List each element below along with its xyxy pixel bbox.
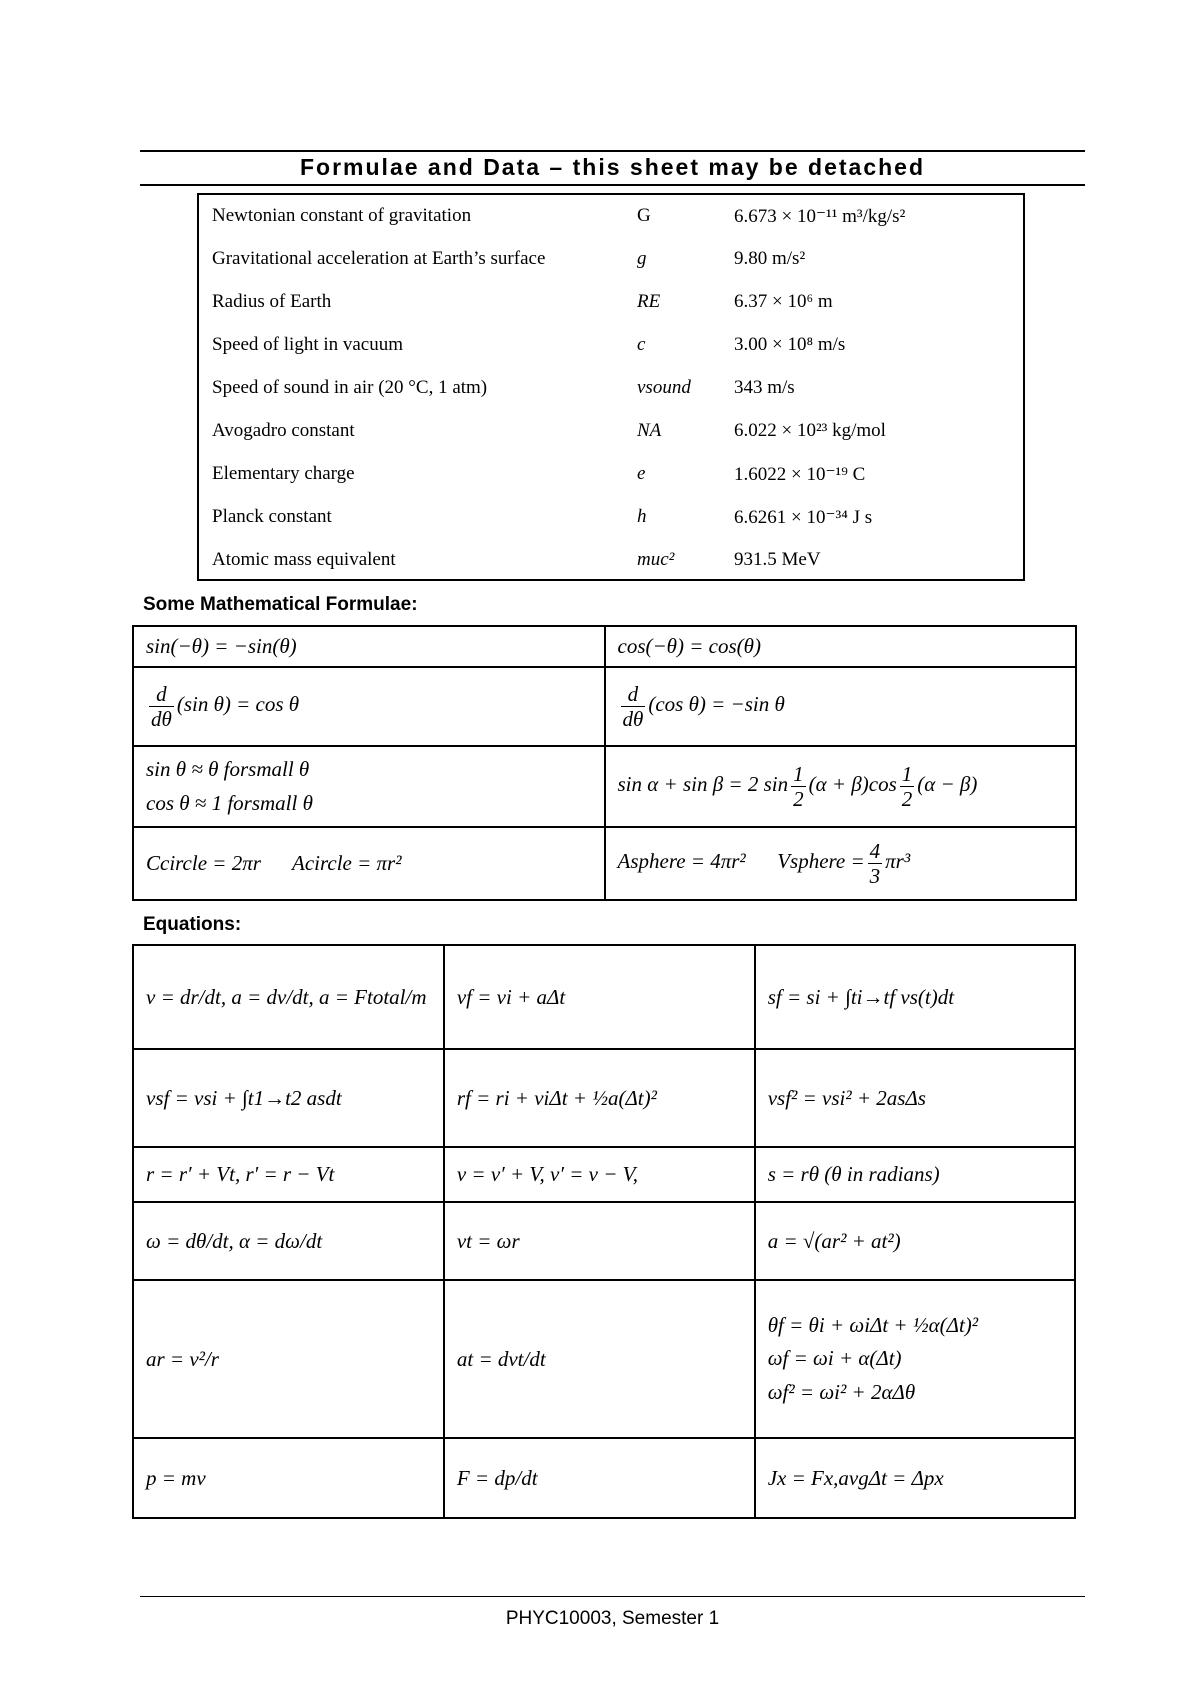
equation-cell xyxy=(133,1280,444,1438)
equation-cell xyxy=(755,1438,1075,1518)
equation-tangential-acceleration: at = dvt/dt xyxy=(456,1346,546,1371)
equation-acceleration-magnitude: a = √(ar² + at²) xyxy=(767,1228,901,1253)
constant-value: 343 m/s xyxy=(734,377,795,398)
equation-cell xyxy=(755,1202,1075,1280)
equation-angular-velocity-squared: ωf² = ωi² + 2αΔθ xyxy=(767,1379,916,1404)
constant-row xyxy=(212,291,1023,331)
equation-tangential-velocity: vt = ωr xyxy=(456,1228,520,1253)
constant-row xyxy=(212,377,1023,417)
formula-cell xyxy=(133,667,605,746)
equation-cell xyxy=(133,1049,444,1147)
equation-angular-velocity: ω = dθ/dt, α = dω/dt xyxy=(146,1228,323,1253)
formula-text: (α + β)cos xyxy=(808,772,897,797)
constant-symbol: NA xyxy=(637,420,662,441)
equation-impulse: Jx = Fx,avgΔt = Δpx xyxy=(767,1465,944,1490)
constant-row xyxy=(212,205,1023,245)
page-title: Formulae and Data – this sheet may be detached xyxy=(300,154,925,180)
formula-text: Asphere = 4πr² Vsphere = xyxy=(617,849,865,874)
equation-velocity-acceleration: v = dr/dt, a = dv/dt, a = Ftotal/m xyxy=(146,984,427,1009)
formula-sin-negative: sin(−θ) = −sin(θ) xyxy=(146,634,297,658)
constant-row xyxy=(212,248,1023,288)
constant-value: 1.6022 × 10⁻¹⁹ C xyxy=(734,464,866,485)
constant-row xyxy=(212,420,1023,460)
formula-sum-of-sines xyxy=(617,761,978,811)
equation-cell xyxy=(755,945,1075,1049)
formula-cell xyxy=(605,626,1077,667)
equation-radial-acceleration: ar = v²/r xyxy=(146,1346,219,1371)
equation-final-velocity: vf = vi + aΔt xyxy=(456,984,566,1009)
formula-small-angle-sin: sin θ ≈ θ forsmall θ xyxy=(146,756,310,781)
equations-table xyxy=(132,944,1076,1519)
constant-name: Atomic mass equivalent xyxy=(212,549,396,570)
top-rule-2 xyxy=(140,184,1085,186)
equation-position-integral: sf = si + ∫ti→tf vs(t)dt xyxy=(767,984,955,1009)
math-formulae-heading: Some Mathematical Formulae: xyxy=(143,594,418,615)
formula-cell xyxy=(605,667,1077,746)
constant-symbol: vsound xyxy=(637,377,691,398)
equation-cell xyxy=(133,945,444,1049)
constant-value: 9.80 m/s² xyxy=(734,248,806,269)
constant-value: 6.37 × 10⁶ m xyxy=(734,291,833,312)
equation-cell xyxy=(444,1147,755,1202)
equation-cell xyxy=(133,1202,444,1280)
formula-cos-negative: cos(−θ) = cos(θ) xyxy=(617,634,761,658)
constant-name: Elementary charge xyxy=(212,463,355,484)
constant-name: Planck constant xyxy=(212,506,332,527)
fraction-denominator: 2 xyxy=(793,787,804,811)
constant-symbol: g xyxy=(637,248,647,269)
equation-cell xyxy=(133,1438,444,1518)
formula-text: (sin θ) = cos θ xyxy=(176,692,300,717)
equation-cell xyxy=(755,1280,1075,1438)
equation-cell xyxy=(133,1147,444,1202)
constant-name: Speed of light in vacuum xyxy=(212,334,404,355)
constant-name: Speed of sound in air (20 °C, 1 atm) xyxy=(212,377,488,398)
equation-final-position: rf = ri + viΔt + ½a(Δt)² xyxy=(456,1085,657,1110)
constant-value: 931.5 MeV xyxy=(734,549,821,570)
math-formulae-table xyxy=(132,625,1077,901)
constant-value: 6.673 × 10⁻¹¹ m³/kg/s² xyxy=(734,206,906,227)
formula-cell xyxy=(605,746,1077,827)
equation-force: F = dp/dt xyxy=(456,1465,538,1490)
constant-row xyxy=(212,334,1023,374)
constant-symbol: c xyxy=(637,334,646,355)
equation-angular-position: θf = θi + ωiΔt + ½α(Δt)² xyxy=(767,1312,979,1337)
constant-name: Newtonian constant of gravitation xyxy=(212,205,472,226)
equation-angular-velocity-final: ωf = ωi + α(Δt) xyxy=(767,1346,902,1371)
constant-value: 6.6261 × 10⁻³⁴ J s xyxy=(734,507,873,528)
formula-text: πr³ xyxy=(885,849,911,874)
formula-cell xyxy=(133,626,605,667)
equation-relative-position: r = r′ + Vt, r′ = r − Vt xyxy=(146,1162,335,1186)
fraction-denominator: dθ xyxy=(622,707,644,731)
equation-cell xyxy=(755,1147,1075,1202)
formula-text: (α − β) xyxy=(917,772,978,797)
equations-heading: Equations: xyxy=(143,914,242,935)
formula-circle: Ccircle = 2πr Acircle = πr² xyxy=(146,851,402,875)
constant-value: 6.022 × 10²³ kg/mol xyxy=(734,420,886,441)
footer-rule xyxy=(140,1596,1085,1597)
equation-cell xyxy=(444,1280,755,1438)
formula-small-angle-cos: cos θ ≈ 1 forsmall θ xyxy=(146,790,313,815)
constant-name: Radius of Earth xyxy=(212,291,332,312)
equation-arc-length: s = rθ (θ in radians) xyxy=(767,1162,940,1186)
equation-velocity-squared: vsf² = vsi² + 2asΔs xyxy=(767,1085,926,1110)
constant-symbol: e xyxy=(637,463,646,484)
formula-cell xyxy=(133,746,605,827)
page-footer: PHYC10003, Semester 1 xyxy=(505,1608,720,1629)
fraction-denominator: 2 xyxy=(901,787,913,811)
formula-sphere xyxy=(617,838,911,888)
constant-symbol: muc² xyxy=(637,549,675,570)
constant-symbol: RE xyxy=(637,291,661,312)
constants-table xyxy=(197,193,1025,581)
formula-text: (cos θ) = −sin θ xyxy=(648,692,785,717)
formula-cell xyxy=(133,827,605,900)
fraction-numerator: 4 xyxy=(869,838,881,863)
fraction-numerator: 1 xyxy=(793,761,804,786)
formula-cell xyxy=(605,827,1077,900)
constant-row xyxy=(212,506,1023,546)
fraction-denominator: 3 xyxy=(869,864,881,888)
formula-text: sin α + sin β = 2 sin xyxy=(617,772,789,797)
equation-relative-velocity: v = v′ + V, v′ = v − V, xyxy=(456,1162,639,1186)
fraction-denominator: dθ xyxy=(151,707,172,731)
constant-row xyxy=(212,463,1023,503)
constant-symbol: G xyxy=(637,205,651,226)
fraction-numerator: d xyxy=(149,682,174,707)
constant-name: Avogadro constant xyxy=(212,420,355,441)
equation-velocity-integral: vsf = vsi + ∫t1→t2 asdt xyxy=(146,1085,342,1110)
equation-cell xyxy=(444,1438,755,1518)
constant-row xyxy=(212,549,1023,589)
constant-value: 3.00 × 10⁸ m/s xyxy=(734,334,846,355)
equation-cell xyxy=(444,1049,755,1147)
equation-momentum: p = mv xyxy=(146,1465,206,1490)
fraction-numerator: d xyxy=(621,682,646,707)
equation-cell xyxy=(755,1049,1075,1147)
equation-cell xyxy=(444,1202,755,1280)
fraction-numerator: 1 xyxy=(901,761,913,786)
constant-symbol: h xyxy=(637,506,647,527)
top-rule-1 xyxy=(140,150,1085,152)
equation-cell xyxy=(444,945,755,1049)
constant-name: Gravitational acceleration at Earth’s surface xyxy=(212,248,546,269)
